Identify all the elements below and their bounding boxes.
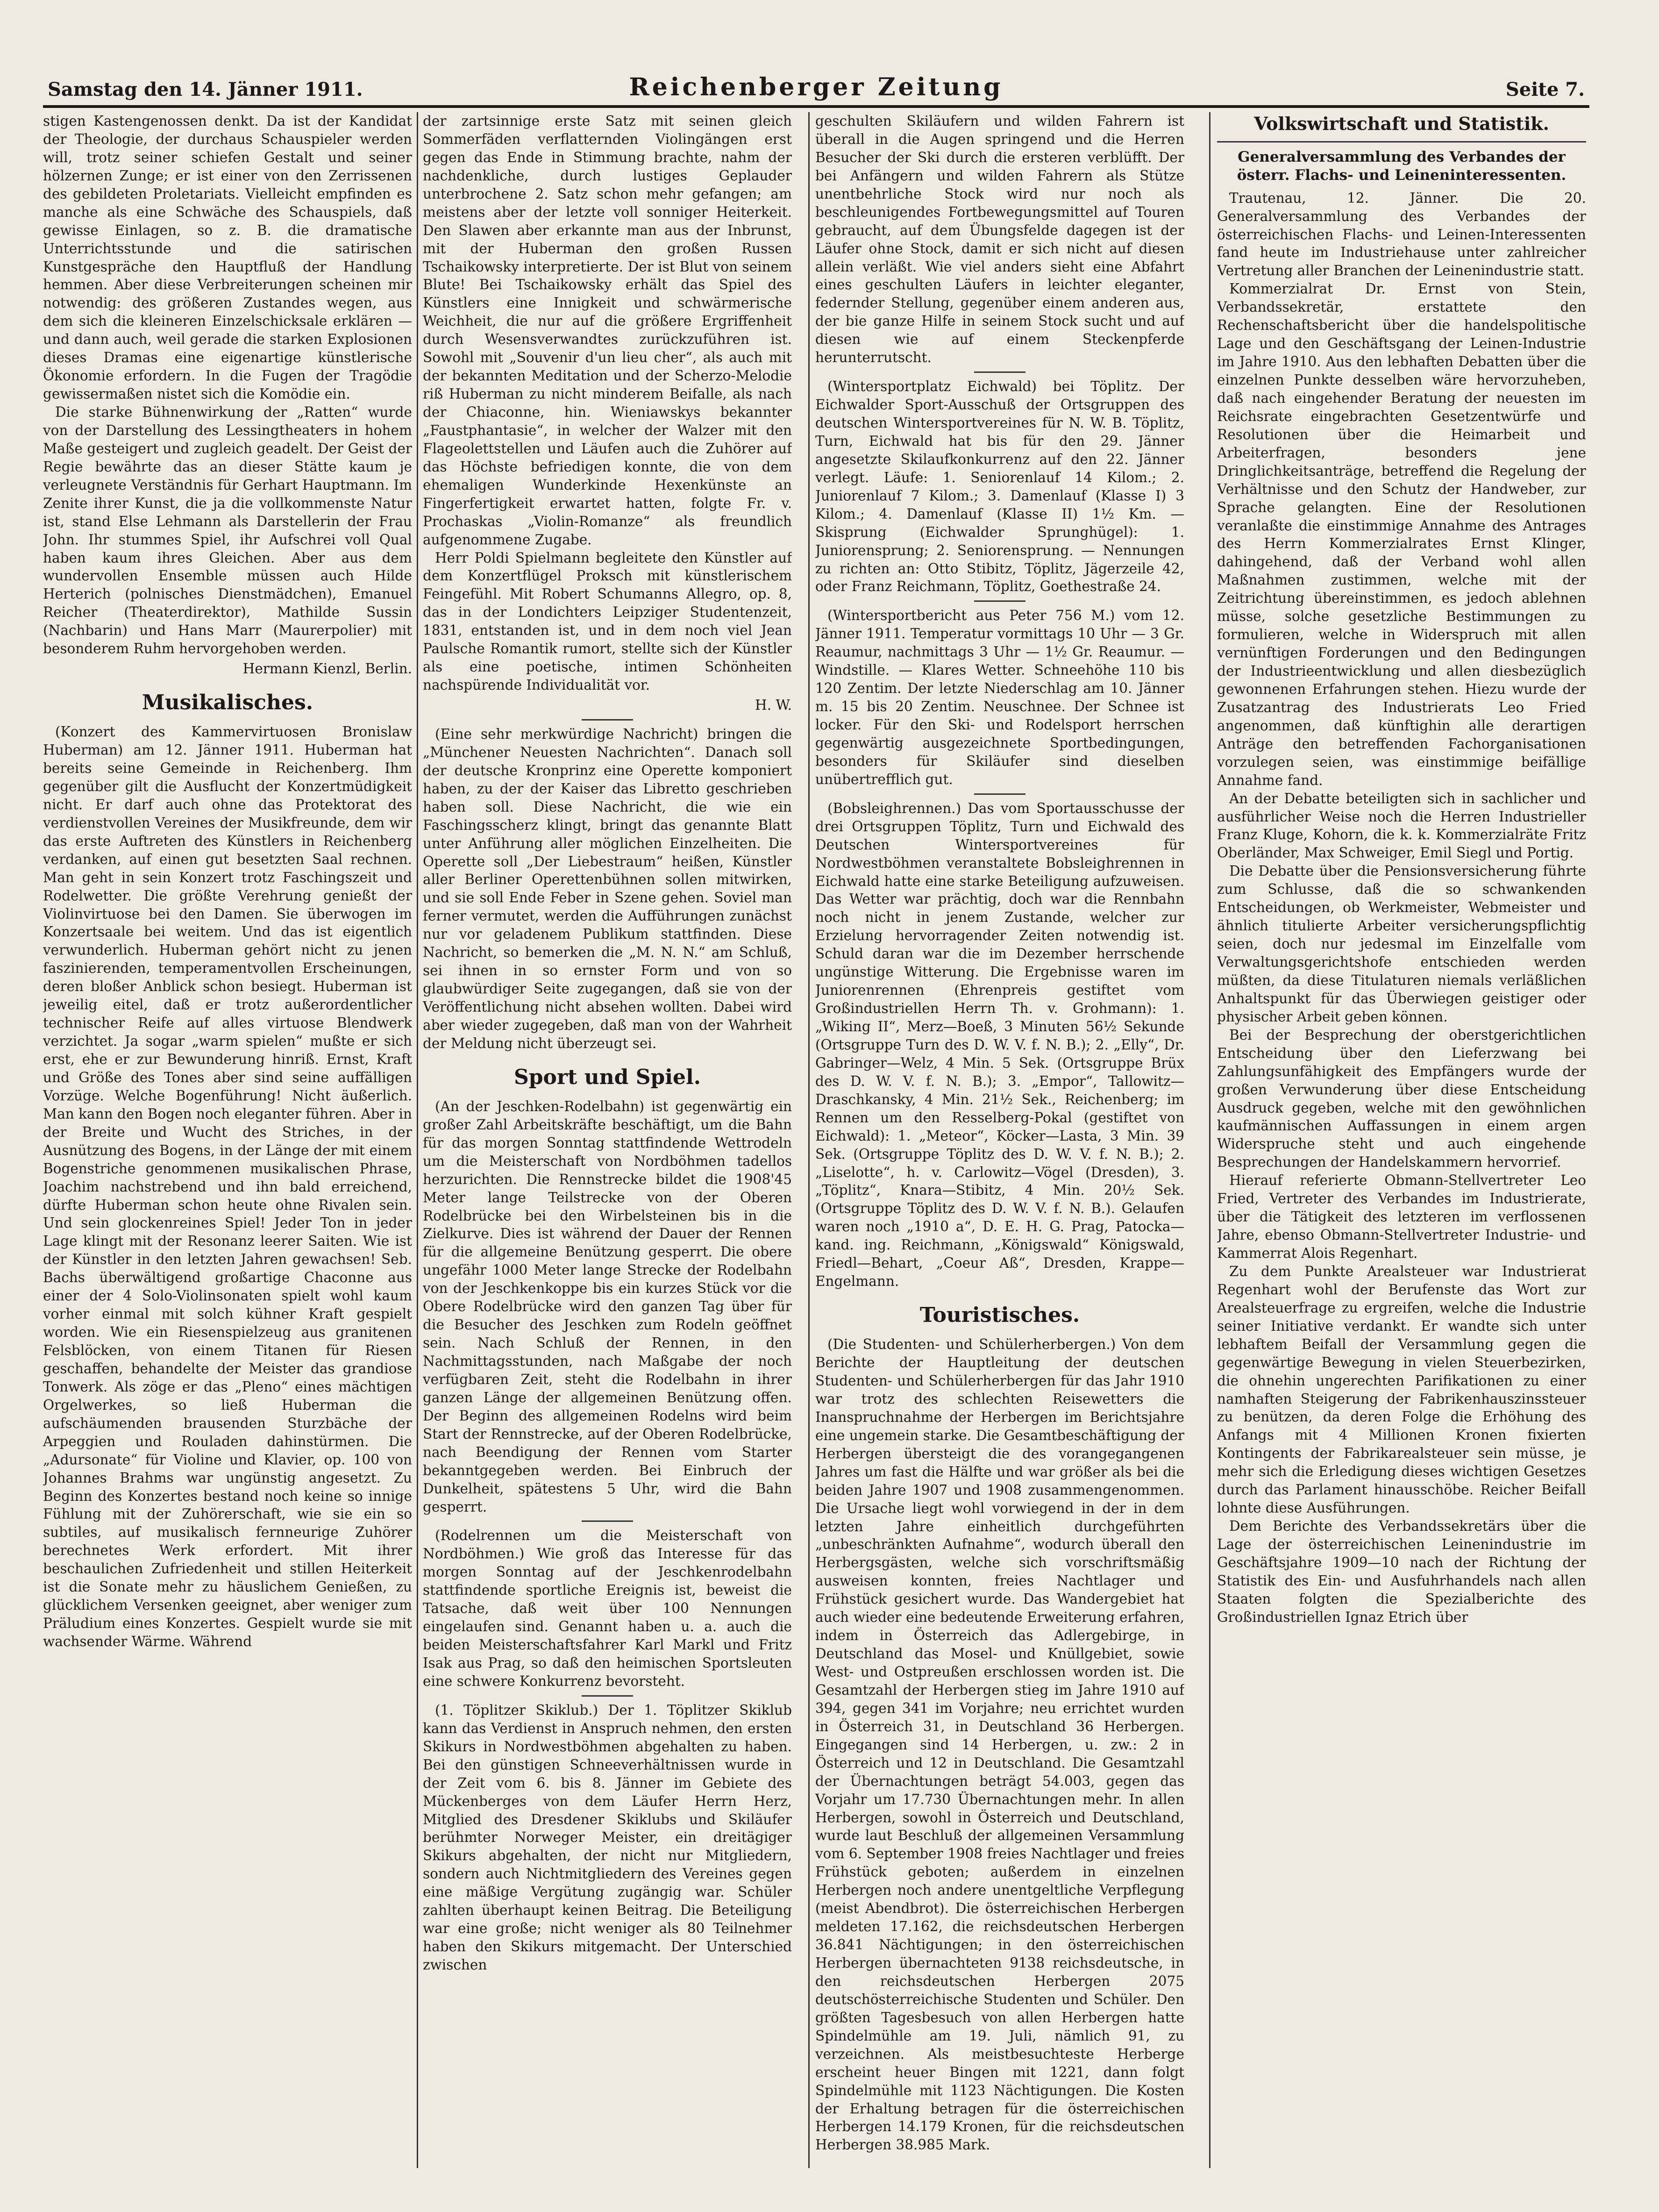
author-signature: H. W. bbox=[755, 697, 792, 713]
article-paragraph: stigen Kastengenossen denkt. Da ist der Kandidat der Theologie, der durchaus Schauspieler werden will, trotz seiner schiefen Gestalt und seiner hölzernen Zunge; er ist einer von den Zerrissenen des gebildeten Proletariats. Vielleicht empfinden es manche als eine Schwäche des Schauspiels, daß gewisse Einlagen, so z. B. die dramatische Unterrichtsstunde und die satirischen Kunstgespräche den Hauptfluß der Handlung hemmen. Aber diese Verbreiterungen scheinen mir notwendig: des größeren Zustandes wegen, aus dem sich die kleineren Einzelschicksale erklären — und dann auch, weil gerade die starken Explosionen dieses Dramas eine eigenartige künstlerische Ökonomie erfordern. In die Fugen der Tragödie gewissermaßen nistet sich die Komödie ein. bbox=[43, 113, 412, 402]
article-paragraph: (Wintersportbericht aus Peter 756 M.) vom 12. Jänner 1911. Temperatur vormittags 10 Uhr — 3 Gr. Reaumur, nachmittags 3 Uhr — 1½ Gr. Reaumur. — Windstille. — Klares Wetter. Schneehöhe 110 bis 120 Zentim. Der letzte Niederschlag am 10. Jänner m. 15 bis 20 Zentim. Neuschnee. Der Schnee ist locker. Für den Ski- und Rodelsport herrschen gegenwärtig ausgezeichnete Sportbedingungen, besonders für Skiläufer sind dieselben unübertrefflich gut. bbox=[815, 607, 1184, 787]
article-paragraph: Bei der Besprechung der oberstgerichtlichen Entscheidung über den Lieferzwang bei Zahlungsunfähigkeit des Empfängers wurde der großen Verwunderung über diese Entscheidung Ausdruck gegeben, welche mit den gewöhnlichen kaufmännischen Auffassungen in einem argen Widerspruche steht und auch eingehende Besprechungen der Handelskammern hervorrief. bbox=[1217, 1027, 1586, 1170]
article-paragraph: An der Debatte beteiligten sich in sachlicher und ausführlicher Weise noch die Herren Industrieller Franz Kluge, Kohorn, die k. k. Kommerzialräte Fritz Oberländer, Max Schweiger, Emil Siegl und Portig. bbox=[1217, 790, 1586, 861]
separator bbox=[582, 719, 633, 721]
column-4 bbox=[1217, 112, 1586, 2168]
article-paragraph: Herr Poldi Spielmann begleitete den Künstler auf dem Konzertflügel Proksch mit künstlerischem Feingefühl. Mit Robert Schumanns Allegro, op. 8, das in der Londichters Leipziger Studentenzeit, 1831, entstanden ist, und in dem noch viel Jean Paulsche Romantik rumort, stellte sich der Künstler als eine poetische, intimen Schönheiten nachspürende Individualität vor. bbox=[423, 549, 792, 693]
article-paragraph: (An der Jeschken-Rodelbahn) ist gegenwärtig ein großer Zahl Arbeitskräfte beschäftigt, um die Bahn für das morgen Sonntag stattfindende Wettrodeln um die Meisterschaft von Nordböhmen tadellos herzurichten. Die Rennstrecke bildet die 1908'45 Meter lange Teilstrecke von der Oberen Rodelbrücke bei den Wirbelsteinen bis in die Zielkurve. Dies ist während der Dauer der Rennen für die allgemeine Benützung gesperrt. Die obere ungefähr 1000 Meter lange Strecke der Rodelbahn von der Jeschkenkoppe bis ein kurzes Stück vor die Obere Rodelbrücke wird den ganzen Tag über für die Besucher des Jeschken zum Rodeln geöffnet sein. Nach Schluß der Rennen, in den Nachmittagsstunden, nach Maßgabe der noch verfügbaren Zeit, steht die Rodelbahn in ihrer ganzen Länge der allgemeinen Benützung offen. Der Beginn des allgemeinen Rodelns wird beim Start der Rennstrecke, auf der Oberen Rodelbrücke, nach Beendigung der Rennen vom Starter bekanntgegeben werden. Bei Einbruch der Dunkelheit, spätestens 5 Uhr, wird die Bahn gesperrt. bbox=[423, 1098, 792, 1515]
section-heading-tourism: Touristisches. bbox=[919, 1303, 1080, 1327]
author-signature: Hermann Kienzl, Berlin. bbox=[242, 661, 412, 677]
article-paragraph: Zu dem Punkte Arealsteuer war Industrierat Regenhart wohl der Berufenste das Wort zur Arealsteuerfrage zu ergreifen, welche die Industrie seiner Initiative verdankt. Er wandte sich unter lebhaftem Beifall der Versammlung gegen die gegenwärtige Bewegung in vielen Steuerbezirken, die ohnehin ungerechten Parifikationen zu einer namhaften Steigerung der Fabrikenhauszinssteuer zu benützen, da deren Folge die Erhöhung des Anfangs mit 4 Millionen Kronen fixierten Kontingents der Fabrikarealsteuer sein müsse, je mehr sich die Erledigung dieses wichtigen Gesetzes durch das Parlament hinausschöbe. Reicher Beifall lohnte diese Ausführungen. bbox=[1217, 1263, 1586, 1516]
separator bbox=[974, 371, 1025, 373]
article-paragraph: Dem Berichte des Verbandssekretärs über die Lage der österreichischen Leinenindustrie im Geschäftsjahre 1909—10 nach der Richtung der Statistik des Ein- und Ausfuhrhandels nach allen Staaten folgten die Spezialberichte des Großindustriellen Ignaz Etrich über bbox=[1217, 1518, 1586, 1625]
article-paragraph: (Bobsleighrennen.) Das vom Sportausschusse der drei Ortsgruppen Töplitz, Turn und Eichwald des Deutschen Wintersportvereines für Nordwestböhmen veranstaltete Bobsleighrennen in Eichwald hatte eine starke Beteiligung aufzuweisen. Das Wetter war prächtig, doch war die Rennbahn noch nicht in jenem Zustande, welcher zur Erzielung hervorragender Zeiten notwendig ist. Schuld daran war die im Dezember herrschende ungünstige Witterung. Die Ergebnisse waren im Juniorenrennen (Ehrenpreis gestiftet vom Großindustriellen Herrn Th. v. Grohmann): 1. „Wiking II“, Merz—Boeß, 3 Minuten 56½ Sekunde (Ortsgruppe Turn des D. W. V. f. N. B.); 2. „Elly“, Dr. Gabringer—Welz, 4 Min. 5 Sek. (Ortsgruppe Brüx des D. W. V. f. N. B.); 3. „Empor“, Tallowitz—Draschkansky, 4 Min. 21½ Sek., Reichenberg; im Rennen um den Resselberg-Pokal (gestiftet von Eichwald): 1. „Meteor“, Köcker—Lasta, 3 Min. 39 Sek. (Ortsgruppe Töplitz des D. W. V. f. N. B.); 2. „Liselotte“, h. v. Carlowitz—Vögel (Dresden), 3. „Töplitz“, Knara—Stibitz, 4 Min. 20½ Sek. (Ortsgruppe Töplitz des D. W. V. f. N. B.). Gelaufen waren noch „1910 a“, D. E. H. G. Prag, Patocka—kand. ing. Reichmann, „Königswald“ Königswald, Friedl—Behart, „Coeur Aß“, Dresden, Krappe—Engelmann. bbox=[815, 800, 1184, 1290]
page-header bbox=[43, 70, 1589, 108]
column-3 bbox=[815, 112, 1184, 2168]
header-date: Samstag den 14. Jänner 1911. bbox=[48, 78, 363, 100]
separator bbox=[1217, 141, 1586, 143]
section-heading-sport: Sport und Spiel. bbox=[513, 1065, 701, 1089]
article-paragraph: (Wintersportplatz Eichwald) bei Töplitz. Der Eichwalder Sport-Ausschuß der Ortsgruppen des deutschen Wintersportvereines für N. W. B. Töplitz, Turn, Eichwald hat bis für den 29. Jänner angesetzte Skilaufkonkurrenz auf den 22. Jänner verlegt. Läufe: 1. Seniorenlauf 14 Kilom.; 2. Juniorenlauf 7 Kilom.; 3. Damenlauf (Klasse I) 3 Kilom.; 4. Damenlauf (Klasse II) 1½ Km. — Skisprung (Eichwalder Sprunghügel): 1. Juniorensprung; 2. Seniorensprung. — Nennungen zu richten an: Otto Stibitz, Töplitz, Jägerzeile 42, oder Franz Reichmann, Töplitz, Goethestraße 24. bbox=[815, 378, 1184, 595]
article-subtitle: Generalversammlung des Verbandes der österr. Flachs- und Leineninteressenten. bbox=[1237, 149, 1566, 184]
article-paragraph: Die starke Bühnenwirkung der „Ratten“ wurde von der Darstellung des Lessingtheaters in hohem Maße gesteigert und zugleich geadelt. Der Geist der Regie bewährte das an dieser Stätte kaum je verleugnete Verständnis für Gerhart Hauptmann. Im Zenite ihrer Kunst, die ja die vollkommenste Natur ist, stand Else Lehmann als Darstellerin der Frau John. Ihr stummes Spiel, ihr Aufschrei voll Qual haben kaum ihres Gleichen. Aber aus dem wundervollen Ensemble müssen auch Hilde Herterich (polnisches Dienstmädchen), Emanuel Reicher (Theaterdirektor), Mathilde Sussin (Nachbarin) und Hans Marr (Maurerpolier) mit besonderem Ruhm hervorgehoben werden. bbox=[43, 404, 412, 657]
column-rule bbox=[1209, 112, 1210, 2168]
article-paragraph: Hierauf referierte Obmann-Stellvertreter Leo Fried, Vertreter des Verbandes im Industrierate, über die Tätigkeit des letzteren im verflossenen Jahre, ebenso Obmann-Stellvertreter Industrie- und Kammerrat Alois Regenhart. bbox=[1217, 1172, 1586, 1262]
section-heading-economy: Volkswirtschaft und Statistik. bbox=[1254, 113, 1549, 134]
separator bbox=[582, 1695, 633, 1697]
article-paragraph: (Konzert des Kammervirtuosen Bronislaw Huberman) am 12. Jänner 1911. Huberman hat bereits seine Gemeinde in Reichenberg. Ihm gegenüber gilt die Ausflucht der Konzertmüdigkeit nicht. Er darf auch ohne das Protektorat des verdienstvollen Vereines der Musikfreunde, dem wir das erste Auftreten des Künstlers in Reichenberg verdanken, auf einen gut besetzten Saal rechnen. Man geht in sein Konzert trotz Faschingszeit und Rodelwetter. Die größte Verehrung genießt der Violinvirtuose bei den Damen. Sie überwogen im Konzertsaale bei weitem. Und das ist eigentlich verwunderlich. Huberman gehört nicht zu jenen faszinierenden, temperamentvollen Erscheinungen, deren bloßer Anblick schon besiegt. Huberman ist jeweilig eitel, daß er trotz außerordentlicher technischer Reife auf alles virtuose Blendwerk verzichtet. Ja sogar „warm spielen“ mußte er sich erst, ehe er zur Bewunderung hinriß. Ernst, Kraft und Größe des Tones aber sind seine auffälligen Vorzüge. Welche Bogenführung! Nicht äußerlich. Man kann den Bogen noch eleganter führen. Aber in der Breite und Wucht des Striches, in der Ausnützung des Bogens, in der Länge der mit einem Bogenstriche genommenen musikalischen Phrase, Joachim nachstrebend und ihn bald erreichend, dürfte Huberman schon heute ohne Rivalen sein. Und sein glockenreines Spiel! Jeder Ton in jeder Lage klingt mit der Resonanz leerer Saiten. Wie ist der Künstler in den letzten Jahren gewachsen! Seb. Bachs überwältigend großartige Chaconne aus einer der 4 Solo-Violinsonaten spielt wohl kaum vorher einmal mit solch kühner Kraft gespielt worden. Wie ein Riesenspielzeug aus granitenen Felsblöcken, von einem Titanen für Riesen geschaffen, behandelte der Meister das grandiose Tonwerk. Als zöge er das „Pleno“ eines mächtigen Orgelwerkes, so ließ Huberman die aufschäumenden brausenden Sturzbäche der Arpeggien und Rouladen dahinstürmen. Die „Adursonate“ für Violine und Klavier, op. 100 von Johannes Brahms war ungünstig angesetzt. Zu Beginn des Konzertes bestand noch keine so innige Fühlung mit der Zuhörerschaft, wie sie ein so subtiles, auf musikalisch fernneurige Zuhörer berechnetes Werk erfordert. Mit ihrer beschaulichen Zufriedenheit und stillen Heiterkeit ist die Sonate mehr zu häuslichem Genießen, zu glücklichem Versenken geeignet, aber weniger zum Präludium eines Konzertes. Gespielt wurde sie mit wachsender Wärme. Während bbox=[43, 724, 412, 1650]
section-heading-music: Musikalisches. bbox=[142, 691, 313, 715]
newspaper-title: Reichenberger Zeitung bbox=[629, 73, 1004, 101]
article-paragraph: (Rodelrennen um die Meisterschaft von Nordböhmen.) Wie groß das Interesse für das morgen Sonntag auf der Jeschkenrodelbahn stattfindende sportliche Ereignis ist, beweist die Tatsache, daß weit über 100 Nennungen eingelaufen sind. Genannt haben u. a. auch die beiden Meisterschaftsfahrer Karl Markl und Fritz Isak aus Prag, so daß den heimischen Sportsleuten eine schwere Konkurrenz bevorsteht. bbox=[423, 1527, 792, 1689]
article-paragraph: Trautenau, 12. Jänner. Die 20. Generalversammlung des Verbandes der österreichischen Flachs- und Leinen-Interessenten fand heute im Industriehause unter zahlreicher Vertretung aller Branchen der Leinenindustrie statt. bbox=[1217, 190, 1586, 279]
column-1 bbox=[43, 112, 412, 2168]
article-paragraph: Kommerzialrat Dr. Ernst von Stein, Verbandssekretär, erstattete den Rechenschaftsbericht über die handelspolitische Lage und den Geschäftsgang der Leinen-Industrie im Jahre 1910. Aus den lebhaften Debatten über die einzelnen Punkte desselben wäre hervorzuheben, daß nach eingehender Beratung der neuesten im Reichsrate eingebrachten Gesetzentwürfe und Resolutionen über die Heimarbeit und Arbeiterfragen, besonders jene Dringlichkeitsanträge, betreffend die Regelung der Verhältnisse und den Schutz der Handweber, zur Sprache gelangten. Eine der Resolutionen veranlaßte die einstimmige Annahme des Antrages des Herrn Kommerzialrates Ernst Klinger, dahingehend, daß der Verband wohl allen Maßnahmen zustimmen, welche mit der Zeitrichtung übereinstimmen, es jedoch ablehnen müsse, solche gesetzliche Bestimmungen zu formulieren, welche in Widerspruch mit allen vernünftigen Forderungen und den Bedingungen der Industrieentwicklung und allen diesbezüglich gewonnenen Erfahrungen stehen. Hiezu wurde der Zusatzantrag des Industrierats Leo Fried angenommen, daß künftighin alle derartigen Anträge den betreffenden Fachorganisationen vorzulegen seien, was einstimmige beifällige Annahme fand. bbox=[1217, 281, 1586, 788]
page-number: Seite 7. bbox=[1505, 78, 1585, 100]
article-paragraph: (1. Töplitzer Skiklub.) Der 1. Töplitzer Skiklub kann das Verdienst in Anspruch nehmen, den ersten Skikurs in Nordwestböhmen abgehalten zu haben. Bei den günstigen Schneeverhältnissen wurde in der Zeit vom 6. bis 8. Jänner im Gebiete des Mückenberges von dem Läufer Herrn Herz, Mitglied des Dresdener Skiklubs und Skiläufer berühmter Norweger Meister, ein dreitägiger Skikurs abgehalten, der nicht nur Mitgliedern, sondern auch Nichtmitgliedern des Vereines gegen eine mäßige Vergütung zugängig war. Schüler zahlten überhaupt keinen Beitrag. Die Beteiligung war eine große; nicht weniger als 80 Teilnehmer haben den Skikurs mitgemacht. Der Unterschied zwischen bbox=[423, 1702, 792, 1973]
separator bbox=[974, 793, 1025, 795]
article-paragraph: geschulten Skiläufern und wilden Fahrern ist überall in die Augen springend und die Herren Besucher der Ski durch die ersteren verblüfft. Der bei Anfängern und wilden Fahrern als Stütze unentbehrliche Stock wird nur noch als beschleunigendes Fortbewegungsmittel auf Touren gebraucht, auf dem Übungsfelde dagegen ist der Läufer ohne Stock, damit er sich nicht auf diesen allein verläßt. Wie viel anders sieht eine Abfahrt eines geschulten Läufers in leichter eleganter, federnder Stellung, gegenüber einem anderen aus, der bie ganze Hilfe in seinem Stock sucht und auf diesen wie auf einem Steckenpferde herunterrutscht. bbox=[815, 113, 1184, 366]
separator bbox=[582, 1520, 633, 1522]
article-paragraph: (Eine sehr merkwürdige Nachricht) bringen die „Münchener Neuesten Nachrichten“. Danach soll der deutsche Kronprinz eine Operette komponiert haben, zu der der Kaiser das Libretto geschrieben haben soll. Diese Nachricht, die wie ein Faschingsscherz klingt, bringt das genannte Blatt unter Anführung aller möglichen Einzelheiten. Die Operette soll „Der Liebestraum“ heißen, Künstler aller Berliner Operettenbühnen sollen mitwirken, und sie soll Ende Feber in Szene gehen. Soviel man ferner vermutet, werden die Aufführungen zunächst nur vor geladenem Publikum stattfinden. Diese Nachricht, so bemerken die „M. N. N.“ am Schluß, sei ihnen in so ernster Form und von so glaubwürdiger Seite zugegangen, daß sie von der Veröffentlichung nicht absehen wollten. Dabei wird aber wieder zugegeben, daß man von der Wahrheit der Meldung nicht überzeugt sei. bbox=[423, 726, 792, 1051]
column-rule bbox=[417, 112, 418, 2168]
article-paragraph: Die Debatte über die Pensionsversicherung führte zum Schlusse, daß die so schwankenden Entscheidungen, ob Werkmeister, Webmeister und ähnlich titulierte Arbeiter versicherungspflichtig seien, doch nur jedesmal im Einzelfalle vom Verwaltungsgerichtshofe entschieden werden müßten, da diese Titulaturen niemals verläßlichen Anhaltspunkt für das Überwiegen geistiger oder physischer Arbeit geben können. bbox=[1217, 863, 1586, 1025]
article-paragraph: (Die Studenten- und Schülerherbergen.) Von dem Berichte der Hauptleitung der deutschen Studenten- und Schülerherbergen für das Jahr 1910 war trotz des schlechten Reisewetters die Inanspruchnahme der Herbergen im Berichtsjahre eine ungemein starke. Die Gesamtbeschäftigung der Herbergen übersteigt die des vorangegangenen Jahres um fast die Hälfte und war größer als bei die beiden Jahre 1907 und 1908 zusammengenommen. Die Ursache liegt wohl vorwiegend in der in dem letzten Jahre einheitlich durchgeführten „unbeschränkten Aufnahme“, wodurch überall den Herbergsgästen, welche sich vorschriftsmäßig ausweisen konnten, freies Nachtlager und Frühstück gesichert wurde. Das Wandergebiet hat auch wieder eine bedeutende Erweiterung erfahren, indem in Österreich das Adlergebirge, in Deutschland das Mosel- und Knüllgebiet, sowie West- und Ostpreußen erschlossen worden ist. Die Gesamtzahl der Herbergen stieg im Jahre 1910 auf 394, gegen 341 im Vorjahre; neu errichtet wurden in Österreich 31, in Deutschland 36 Herbergen. Eingegangen sind 14 Herbergen, u. zw.: 2 in Österreich und 12 in Deutschland. Die Gesamtzahl der Übernachtungen beträgt 54.003, gegen das Vorjahr um 17.730 Übernachtungen mehr. In allen Herbergen, sowohl in Österreich und Deutschland, wurde laut Beschluß der allgemeinen Versammlung vom 6. September 1908 freies Nachtlager und freies Frühstück geboten; außerdem in einzelnen Herbergen noch andere unentgeltliche Verpflegung (meist Abendbrot). Die österreichischen Herbergen meldeten 17.162, die reichsdeutschen Herbergen 36.841 Nächtigungen; in den österreichischen Herbergen übernachteten 9138 reichsdeutsche, in den reichsdeutschen Herbergen 2075 deutschösterreichische Studenten und Schüler. Den größten Tagesbesuch von allen Herbergen hatte Spindelmühle am 19. Juli, nämlich 91, zu verzeichnen. Als meistbesuchteste Herberge erscheint heuer Bingen mit 1221, dann folgt Spindelmühle mit 1123 Nächtigungen. Die Kosten der Erhaltung betragen für die österreichischen Herbergen 14.179 Kronen, für die reichsdeutschen Herbergen 38.985 Mark. bbox=[815, 1336, 1184, 2153]
article-paragraph: der zartsinnige erste Satz mit seinen gleich Sommerfäden verflatternden Violingängen erst gegen das Ende in Stimmung brachte, nahm der nachdenkliche, durch lustiges Geplauder unterbrochene 2. Satz schon mehr gefangen; am meistens aber der letzte voll sonniger Heiterkeit. Den Slawen aber erkannte man aus der Inbrunst, mit der Huberman den großen Russen Tschaikowsky interpretierte. Der ist Blut von seinem Blute! Bei Tschaikowsky erhält das Spiel des Künstlers eine Innigkeit und schwärmerische Weichheit, die nur auf die größere Ergriffenheit durch Wesensverwandtes zurückzuführen ist. Sowohl mit „Souvenir d'un lieu cher“, als auch mit der bekannten Meditation und der Scherzo-Melodie riß Huberman zu nicht minderem Beifalle, als nach der Chiaconne, hin. Wieniawskys bekannter „Faustphantasie“, in welcher der Walzer mit den Flageolettstellen und Läufen auch die Zuhörer auf das Höchste befriedigen konnte, die von dem ehemaligen Wunderkinde Hexenkünste an Fingerfertigkeit erwartet hatten, folgte Fr. v. Prochaskas „Violin-Romanze“ als freundlich aufgenommene Zugabe. bbox=[423, 113, 792, 548]
column-rule bbox=[808, 112, 810, 2168]
separator bbox=[974, 600, 1025, 602]
column-2 bbox=[423, 112, 792, 2168]
